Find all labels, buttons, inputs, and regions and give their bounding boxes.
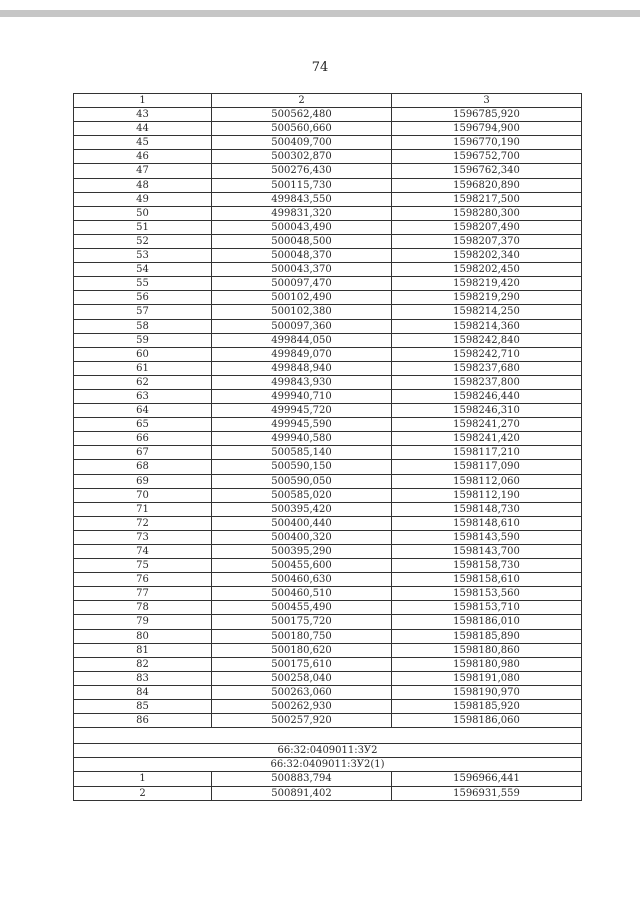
table-row: [74, 601, 582, 615]
y-coordinate-cell: 1596785,920: [392, 108, 582, 122]
table-row: [74, 206, 582, 220]
table-row: [74, 671, 582, 685]
y-coordinate-cell: 1598185,920: [392, 700, 582, 714]
table-row: [74, 516, 582, 530]
x-coordinate-cell: 500585,140: [212, 446, 392, 460]
point-number-cell: 43: [74, 108, 212, 122]
table-row: [74, 772, 582, 786]
x-coordinate-cell: 499843,930: [212, 375, 392, 389]
y-coordinate-cell: 1596966,441: [392, 772, 582, 786]
x-coordinate-cell: 500115,730: [212, 178, 392, 192]
y-coordinate-cell: 1598191,080: [392, 671, 582, 685]
table-row: [74, 263, 582, 277]
point-number-cell: 63: [74, 389, 212, 403]
x-coordinate-cell: 500048,370: [212, 249, 392, 263]
y-coordinate-cell: 1598185,890: [392, 629, 582, 643]
x-coordinate-cell: 499831,320: [212, 206, 392, 220]
y-coordinate-cell: 1598214,250: [392, 305, 582, 319]
x-coordinate-cell: 500276,430: [212, 164, 392, 178]
point-number-cell: 45: [74, 136, 212, 150]
x-coordinate-cell: 500175,720: [212, 615, 392, 629]
point-number-cell: 83: [74, 671, 212, 685]
x-coordinate-cell: 500102,380: [212, 305, 392, 319]
y-coordinate-cell: 1598246,440: [392, 389, 582, 403]
y-coordinate-cell: 1598153,710: [392, 601, 582, 615]
table-row: [74, 474, 582, 488]
x-coordinate-cell: 500460,630: [212, 573, 392, 587]
x-coordinate-cell: 500263,060: [212, 685, 392, 699]
section-title-row: [74, 744, 582, 758]
x-coordinate-cell: 500585,020: [212, 488, 392, 502]
point-number-cell: 79: [74, 615, 212, 629]
y-coordinate-cell: 1598202,340: [392, 249, 582, 263]
point-number-cell: 54: [74, 263, 212, 277]
table-row: [74, 192, 582, 206]
point-number-cell: 80: [74, 629, 212, 643]
x-coordinate-cell: 500891,402: [212, 786, 392, 800]
y-coordinate-cell: 1598242,840: [392, 333, 582, 347]
point-number-cell: 81: [74, 643, 212, 657]
table-row: [74, 460, 582, 474]
table-row: [74, 615, 582, 629]
point-number-cell: 78: [74, 601, 212, 615]
spacer-cell: [74, 728, 582, 744]
point-number-cell: 47: [74, 164, 212, 178]
y-coordinate-cell: 1598217,500: [392, 192, 582, 206]
page-number: 74: [311, 60, 329, 75]
y-coordinate-cell: 1598190,970: [392, 685, 582, 699]
x-coordinate-cell: 500455,600: [212, 559, 392, 573]
table-row: [74, 220, 582, 234]
y-coordinate-cell: 1598158,730: [392, 559, 582, 573]
point-number-cell: 46: [74, 150, 212, 164]
point-number-cell: 84: [74, 685, 212, 699]
point-number-cell: 50: [74, 206, 212, 220]
x-coordinate-cell: 500048,500: [212, 234, 392, 248]
table-row: [74, 347, 582, 361]
y-coordinate-cell: 1598241,420: [392, 432, 582, 446]
point-number-cell: 65: [74, 418, 212, 432]
y-coordinate-cell: 1598112,190: [392, 488, 582, 502]
table-row: [74, 418, 582, 432]
y-coordinate-cell: 1598153,560: [392, 587, 582, 601]
x-coordinate-cell: 499844,050: [212, 333, 392, 347]
y-coordinate-cell: 1598202,450: [392, 263, 582, 277]
table-row: [74, 291, 582, 305]
table-row: [74, 234, 582, 248]
table-row: [74, 333, 582, 347]
x-coordinate-cell: 500590,150: [212, 460, 392, 474]
x-coordinate-cell: 500400,320: [212, 530, 392, 544]
table-row: [74, 389, 582, 403]
point-number-cell: 76: [74, 573, 212, 587]
point-number-cell: 73: [74, 530, 212, 544]
point-number-cell: 85: [74, 700, 212, 714]
x-coordinate-cell: 500395,420: [212, 502, 392, 516]
y-coordinate-cell: 1598158,610: [392, 573, 582, 587]
table-row: [74, 432, 582, 446]
x-coordinate-cell: 500455,490: [212, 601, 392, 615]
table-row: [74, 714, 582, 728]
table-row: [74, 685, 582, 699]
x-coordinate-cell: 499945,720: [212, 404, 392, 418]
y-coordinate-cell: 1598148,610: [392, 516, 582, 530]
y-coordinate-cell: 1596794,900: [392, 122, 582, 136]
table-row: [74, 559, 582, 573]
x-coordinate-cell: 500258,040: [212, 671, 392, 685]
point-number-cell: 72: [74, 516, 212, 530]
table-row: [74, 277, 582, 291]
point-number-cell: 61: [74, 361, 212, 375]
table-row: [74, 488, 582, 502]
point-number-cell: 1: [74, 772, 212, 786]
table-row: [74, 700, 582, 714]
x-coordinate-cell: 500460,510: [212, 587, 392, 601]
table-row: [74, 361, 582, 375]
point-number-cell: 2: [74, 786, 212, 800]
x-coordinate-cell: 500262,930: [212, 700, 392, 714]
point-number-cell: 70: [74, 488, 212, 502]
table-row: [74, 545, 582, 559]
x-coordinate-cell: 500175,610: [212, 657, 392, 671]
point-number-cell: 56: [74, 291, 212, 305]
y-coordinate-cell: 1598237,680: [392, 361, 582, 375]
table-row: [74, 319, 582, 333]
table-row: [74, 446, 582, 460]
y-coordinate-cell: 3: [392, 94, 582, 108]
x-coordinate-cell: 2: [212, 94, 392, 108]
scan-top-bar: [0, 10, 640, 17]
table-row: [74, 305, 582, 319]
point-number-cell: 44: [74, 122, 212, 136]
y-coordinate-cell: 1598180,860: [392, 643, 582, 657]
x-coordinate-cell: 500395,290: [212, 545, 392, 559]
table-row: [74, 657, 582, 671]
x-coordinate-cell: 499849,070: [212, 347, 392, 361]
y-coordinate-cell: 1596752,700: [392, 150, 582, 164]
table-row: [74, 122, 582, 136]
table-row: [74, 786, 582, 800]
y-coordinate-cell: 1596762,340: [392, 164, 582, 178]
y-coordinate-cell: 1598117,090: [392, 460, 582, 474]
point-number-cell: 67: [74, 446, 212, 460]
point-number-cell: 48: [74, 178, 212, 192]
table-row: [74, 404, 582, 418]
y-coordinate-cell: 1598219,290: [392, 291, 582, 305]
point-number-cell: 59: [74, 333, 212, 347]
y-coordinate-cell: 1598237,800: [392, 375, 582, 389]
point-number-cell: 58: [74, 319, 212, 333]
table-row: [74, 530, 582, 544]
x-coordinate-cell: 500102,490: [212, 291, 392, 305]
point-number-cell: 52: [74, 234, 212, 248]
section-title: 66:32:0409011:ЗУ2: [74, 744, 582, 758]
x-coordinate-cell: 500257,920: [212, 714, 392, 728]
point-number-cell: 60: [74, 347, 212, 361]
y-coordinate-cell: 1598242,710: [392, 347, 582, 361]
y-coordinate-cell: 1598207,490: [392, 220, 582, 234]
x-coordinate-cell: 500097,470: [212, 277, 392, 291]
x-coordinate-cell: 499843,550: [212, 192, 392, 206]
y-coordinate-cell: 1598219,420: [392, 277, 582, 291]
y-coordinate-cell: 1598241,270: [392, 418, 582, 432]
x-coordinate-cell: 500409,700: [212, 136, 392, 150]
table-row: [74, 249, 582, 263]
point-number-cell: 64: [74, 404, 212, 418]
x-coordinate-cell: 500560,660: [212, 122, 392, 136]
point-number-cell: 62: [74, 375, 212, 389]
x-coordinate-cell: 499940,710: [212, 389, 392, 403]
x-coordinate-cell: 500180,620: [212, 643, 392, 657]
y-coordinate-cell: 1598117,210: [392, 446, 582, 460]
y-coordinate-cell: 1596820,890: [392, 178, 582, 192]
y-coordinate-cell: 1598148,730: [392, 502, 582, 516]
point-number-cell: 71: [74, 502, 212, 516]
y-coordinate-cell: 1598180,980: [392, 657, 582, 671]
point-number-cell: 53: [74, 249, 212, 263]
point-number-cell: 51: [74, 220, 212, 234]
table-row: [74, 502, 582, 516]
x-coordinate-cell: 500883,794: [212, 772, 392, 786]
table-row: [74, 164, 582, 178]
point-number-cell: 57: [74, 305, 212, 319]
x-coordinate-cell: 500180,750: [212, 629, 392, 643]
spacer-row: [74, 728, 582, 744]
header-row: [74, 94, 582, 108]
table-row: [74, 587, 582, 601]
point-number-cell: 74: [74, 545, 212, 559]
x-coordinate-cell: 500590,050: [212, 474, 392, 488]
coordinates-table: [73, 93, 582, 801]
point-number-cell: 68: [74, 460, 212, 474]
y-coordinate-cell: 1598246,310: [392, 404, 582, 418]
table-row: [74, 629, 582, 643]
point-number-cell: 75: [74, 559, 212, 573]
table-row: [74, 136, 582, 150]
x-coordinate-cell: 499945,590: [212, 418, 392, 432]
x-coordinate-cell: 500302,870: [212, 150, 392, 164]
y-coordinate-cell: 1598280,300: [392, 206, 582, 220]
y-coordinate-cell: 1598112,060: [392, 474, 582, 488]
y-coordinate-cell: 1596770,190: [392, 136, 582, 150]
point-number-cell: 66: [74, 432, 212, 446]
table-row: [74, 643, 582, 657]
point-number-cell: 49: [74, 192, 212, 206]
point-number-cell: 55: [74, 277, 212, 291]
point-number-cell: 77: [74, 587, 212, 601]
x-coordinate-cell: 500562,480: [212, 108, 392, 122]
x-coordinate-cell: 500097,360: [212, 319, 392, 333]
y-coordinate-cell: 1598186,010: [392, 615, 582, 629]
y-coordinate-cell: 1596931,559: [392, 786, 582, 800]
table-row: [74, 108, 582, 122]
table-row: [74, 375, 582, 389]
point-number-cell: 82: [74, 657, 212, 671]
y-coordinate-cell: 1598143,700: [392, 545, 582, 559]
x-coordinate-cell: 500400,440: [212, 516, 392, 530]
y-coordinate-cell: 1598186,060: [392, 714, 582, 728]
subsection-title-row: [74, 758, 582, 772]
y-coordinate-cell: 1598143,590: [392, 530, 582, 544]
x-coordinate-cell: 500043,490: [212, 220, 392, 234]
x-coordinate-cell: 499940,580: [212, 432, 392, 446]
x-coordinate-cell: 499848,940: [212, 361, 392, 375]
table-row: [74, 573, 582, 587]
point-number-cell: 86: [74, 714, 212, 728]
x-coordinate-cell: 500043,370: [212, 263, 392, 277]
point-number-cell: 69: [74, 474, 212, 488]
y-coordinate-cell: 1598207,370: [392, 234, 582, 248]
point-number-cell: 1: [74, 94, 212, 108]
table-row: [74, 178, 582, 192]
table-row: [74, 150, 582, 164]
subsection-title: 66:32:0409011:ЗУ2(1): [74, 758, 582, 772]
y-coordinate-cell: 1598214,360: [392, 319, 582, 333]
